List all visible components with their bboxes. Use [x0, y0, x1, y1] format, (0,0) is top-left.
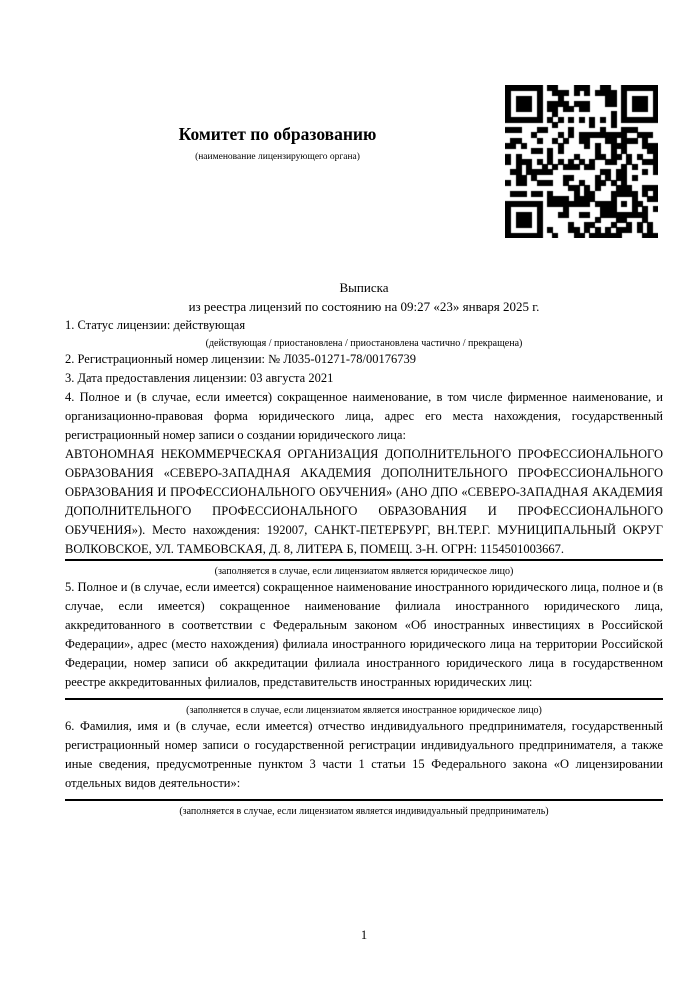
license-status: 1. Статус лицензии: действующая [65, 318, 246, 332]
license-status-caption: (действующая / приостановлена / приостановлена частично / прекращена) [205, 338, 523, 349]
legal-entity-intro: 4. Полное и (в случае, если имеется) сокращенное наименование, в том числе фирменное наименование, и организационно-правовая форма юридического лица, адрес его места нахождения, государственный регистрационный номер записи о создании юридического лица: [65, 390, 663, 442]
document-title [65, 278, 663, 316]
entrepreneur-rule [65, 799, 663, 801]
document-title-line2: из реестра лицензий по состоянию на 09:27 «23» января 2025 г. [188, 299, 540, 314]
page-number: 1 [360, 928, 368, 942]
foreign-entity-footnote: (заполняется в случае, если лицензиатом является иностранное юридическое лицо) [186, 705, 542, 716]
legal-entity-value: АВТОНОМНАЯ НЕКОММЕРЧЕСКАЯ ОРГАНИЗАЦИЯ ДОПОЛНИТЕЛЬНОГО ПРОФЕССИОНАЛЬНОГО ОБРАЗОВАНИЯ «СЕВЕРО-ЗАПАДНАЯ АКАДЕМИЯ ДОПОЛНИТЕЛЬНОГО ПРОФЕССИОНАЛЬНОГО ОБРАЗОВАНИЯ И ПРОФЕССИОНАЛЬНОГО ОБУЧЕНИЯ» (АНО ДПО «СЕВЕРО-ЗАПАДНАЯ АКАДЕМИЯ ДОПОЛНИТЕЛЬНОГО ПРОФЕССИОНАЛЬНОГО ОБРАЗОВАНИЯ И ПРОФЕССИОНАЛЬНОГО ОБУЧЕНИЯ»). Место нахождения: 192007, САНКТ-ПЕТЕРБУРГ, ВН.ТЕР.Г. МУНИЦИПАЛЬНЫЙ ОКРУГ ВОЛКОВСКОЕ, УЛ. ТАМБОВСКАЯ, Д. 8, ЛИТЕРА Б, ПОМЕЩ. 3-Н. ОГРН: 1154501003667. [65, 447, 663, 556]
licensing-authority-block [0, 124, 555, 162]
qr-code [505, 85, 658, 238]
legal-entity-footnote: (заполняется в случае, если лицензиатом является юридическое лицо) [214, 566, 514, 577]
registration-number: 2. Регистрационный номер лицензии: № Л035-01271-78/00176739 [65, 352, 416, 366]
document-body [65, 278, 663, 818]
grant-date: 3. Дата предоставления лицензии: 03 августа 2021 [65, 371, 334, 385]
foreign-entity-rule [65, 698, 663, 700]
foreign-entity-intro: 5. Полное и (в случае, если имеется) сокращенное наименование иностранного юридического лица, полное и (в случае, если имеется) сокращенное наименование филиала иностранного юридического лица, аккредитованного в соответствии с Федеральным законом «Об иностранных инвестициях в Российской Федерации», адрес (место нахождения) филиала иностранного юридического лица на территории Российской Федерации, номер записи об аккредитации филиала иностранного юридического лица в государственном реестре аккредитованных филиалов, представительств иностранных юридических лиц: [65, 580, 663, 689]
legal-entity-rule [65, 559, 663, 561]
entrepreneur-footnote: (заполняется в случае, если лицензиатом является индивидуальный предприниматель) [179, 806, 549, 817]
document-title-line1: Выписка [339, 280, 389, 295]
entrepreneur-intro: 6. Фамилия, имя и (в случае, если имеется) отчество индивидуального предпринимателя, государственный регистрационный номер записи о государственной регистрации индивидуального предпринимателя, а также иные сведения, предусмотренные пунктом 3 части 1 статьи 15 Федерального закона «О лицензировании отдельных видов деятельности»: [65, 719, 663, 790]
licensing-authority-caption: (наименование лицензирующего органа) [195, 152, 360, 162]
licensing-authority-name: Комитет по образованию [178, 124, 377, 144]
